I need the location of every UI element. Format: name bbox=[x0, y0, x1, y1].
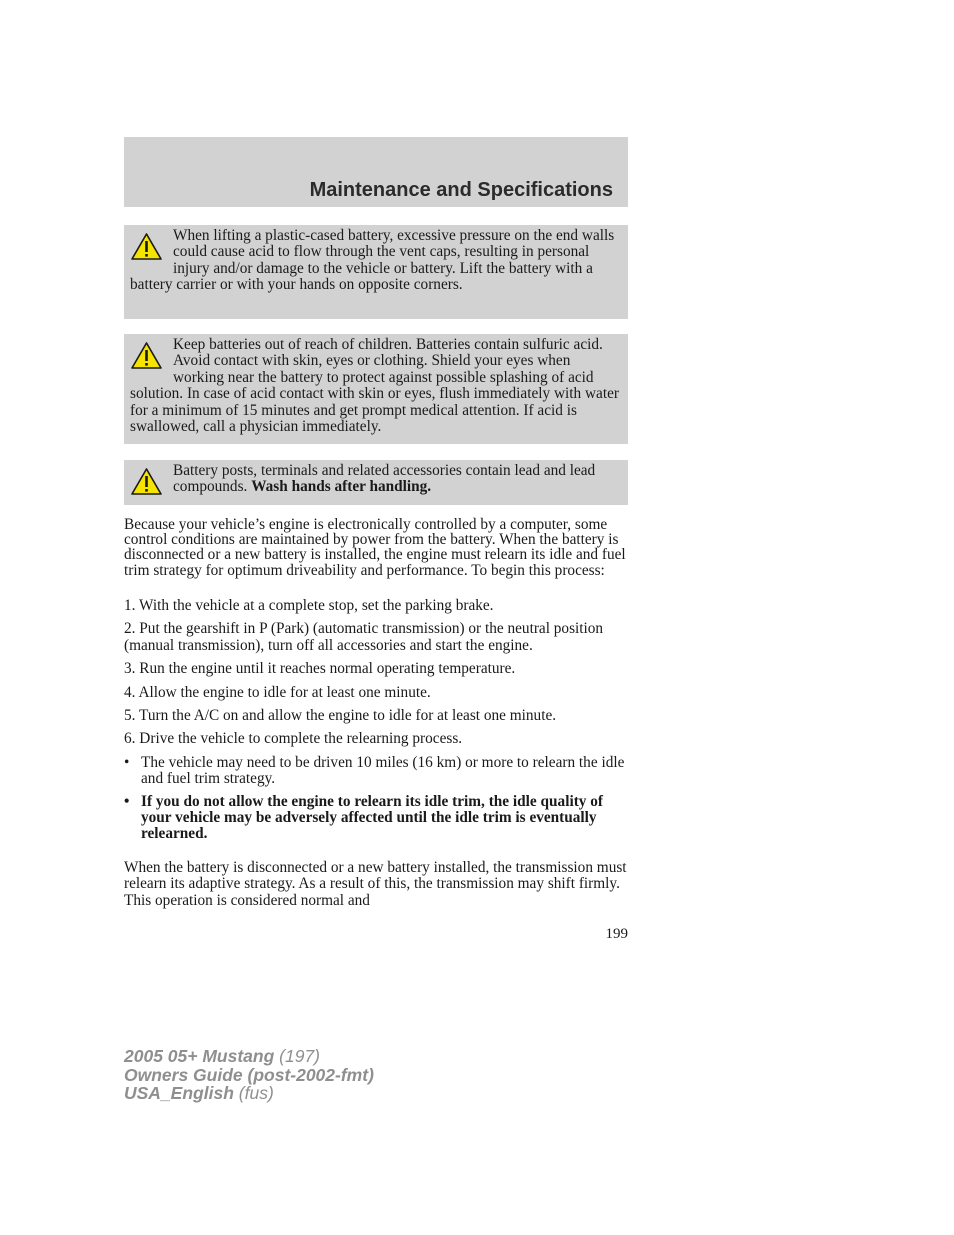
intro-paragraph: Because your vehicle’s engine is electronically controlled by a computer, some control conditions are maintained by power from the battery. When the battery is disconnected or a new battery is installed, the engine must relearn its idle and fuel trim strategy for optimum driveability and performance. To begin this process: bbox=[124, 516, 626, 579]
bullet-text: The vehicle may need to be driven 10 miles (16 km) or more to relearn the idle and fuel trim strategy. bbox=[141, 753, 625, 788]
bullet-item bbox=[124, 755, 629, 788]
bullet-symbol: • bbox=[124, 792, 130, 810]
step-item: 3. Run the engine until it reaches normal operating temperature. bbox=[124, 660, 516, 678]
warning-text: When lifting a plastic-cased battery, excessive pressure on the end walls could cause acid to flow through the vent caps, resulting in personal injury and/or damage to the vehicle or battery. Lift the battery with a battery carrier or with your hands on opposite corners. bbox=[130, 227, 615, 294]
step-item: 6. Drive the vehicle to complete the relearning process. bbox=[124, 730, 463, 748]
step-item: 5. Turn the A/C on and allow the engine to idle for at least one minute. bbox=[124, 707, 557, 725]
section-header-band bbox=[124, 137, 628, 207]
bullet-item-bold bbox=[124, 794, 629, 843]
bullet-symbol: • bbox=[124, 753, 130, 771]
warning-box-lifting bbox=[124, 225, 628, 319]
step-item: 1. With the vehicle at a complete stop, set the parking brake. bbox=[124, 597, 494, 614]
bullet-text: If you do not allow the engine to relearn its idle trim, the idle quality of your vehicle may be adversely affected until the idle trim is eventually relearned. bbox=[141, 792, 604, 843]
outro-paragraph: When the battery is disconnected or a new battery installed, the transmission must relearn its adaptive strategy. As a result of this, the transmission may shift firmly. This operation is considered normal and bbox=[124, 859, 627, 909]
footer-line-3: USA_English (fus) bbox=[124, 1083, 274, 1103]
warning-triangle-icon bbox=[130, 341, 163, 371]
footer-line-2: Owners Guide (post-2002-fmt) bbox=[124, 1064, 374, 1085]
warning-triangle-icon bbox=[130, 467, 163, 497]
step-item: 2. Put the gearshift in P (Park) (automatic transmission) or the neutral position (manual transmission), turn off all accessories and start the engine. bbox=[124, 620, 604, 654]
document-footer bbox=[124, 1047, 374, 1103]
section-title: Maintenance and Specifications bbox=[309, 179, 613, 201]
warning-text: Battery posts, terminals and related accessories contain lead and lead compounds. bbox=[173, 462, 596, 496]
warning-bold-text: Wash hands after handling. bbox=[251, 478, 432, 496]
warning-text: Keep batteries out of reach of children. Batteries contain sulfuric acid. Avoid contact with skin, eyes or clothing. Shield your eyes when working near the battery to protect against possible splashing of acid solution. In case of acid contact with skin or eyes, flush immediately with water for a minimum of 15 minutes and get prompt medical attention. If acid is swallowed, call a physician immediately. bbox=[130, 336, 619, 436]
footer-line-1: 2005 05+ Mustang (197) bbox=[124, 1046, 321, 1066]
warning-box-children bbox=[124, 334, 628, 444]
page-number: 199 bbox=[605, 926, 628, 942]
step-item: 4. Allow the engine to idle for at least one minute. bbox=[124, 683, 431, 701]
relearn-steps bbox=[124, 598, 629, 849]
warning-box-lead bbox=[124, 460, 628, 505]
warning-triangle-icon bbox=[130, 232, 163, 262]
